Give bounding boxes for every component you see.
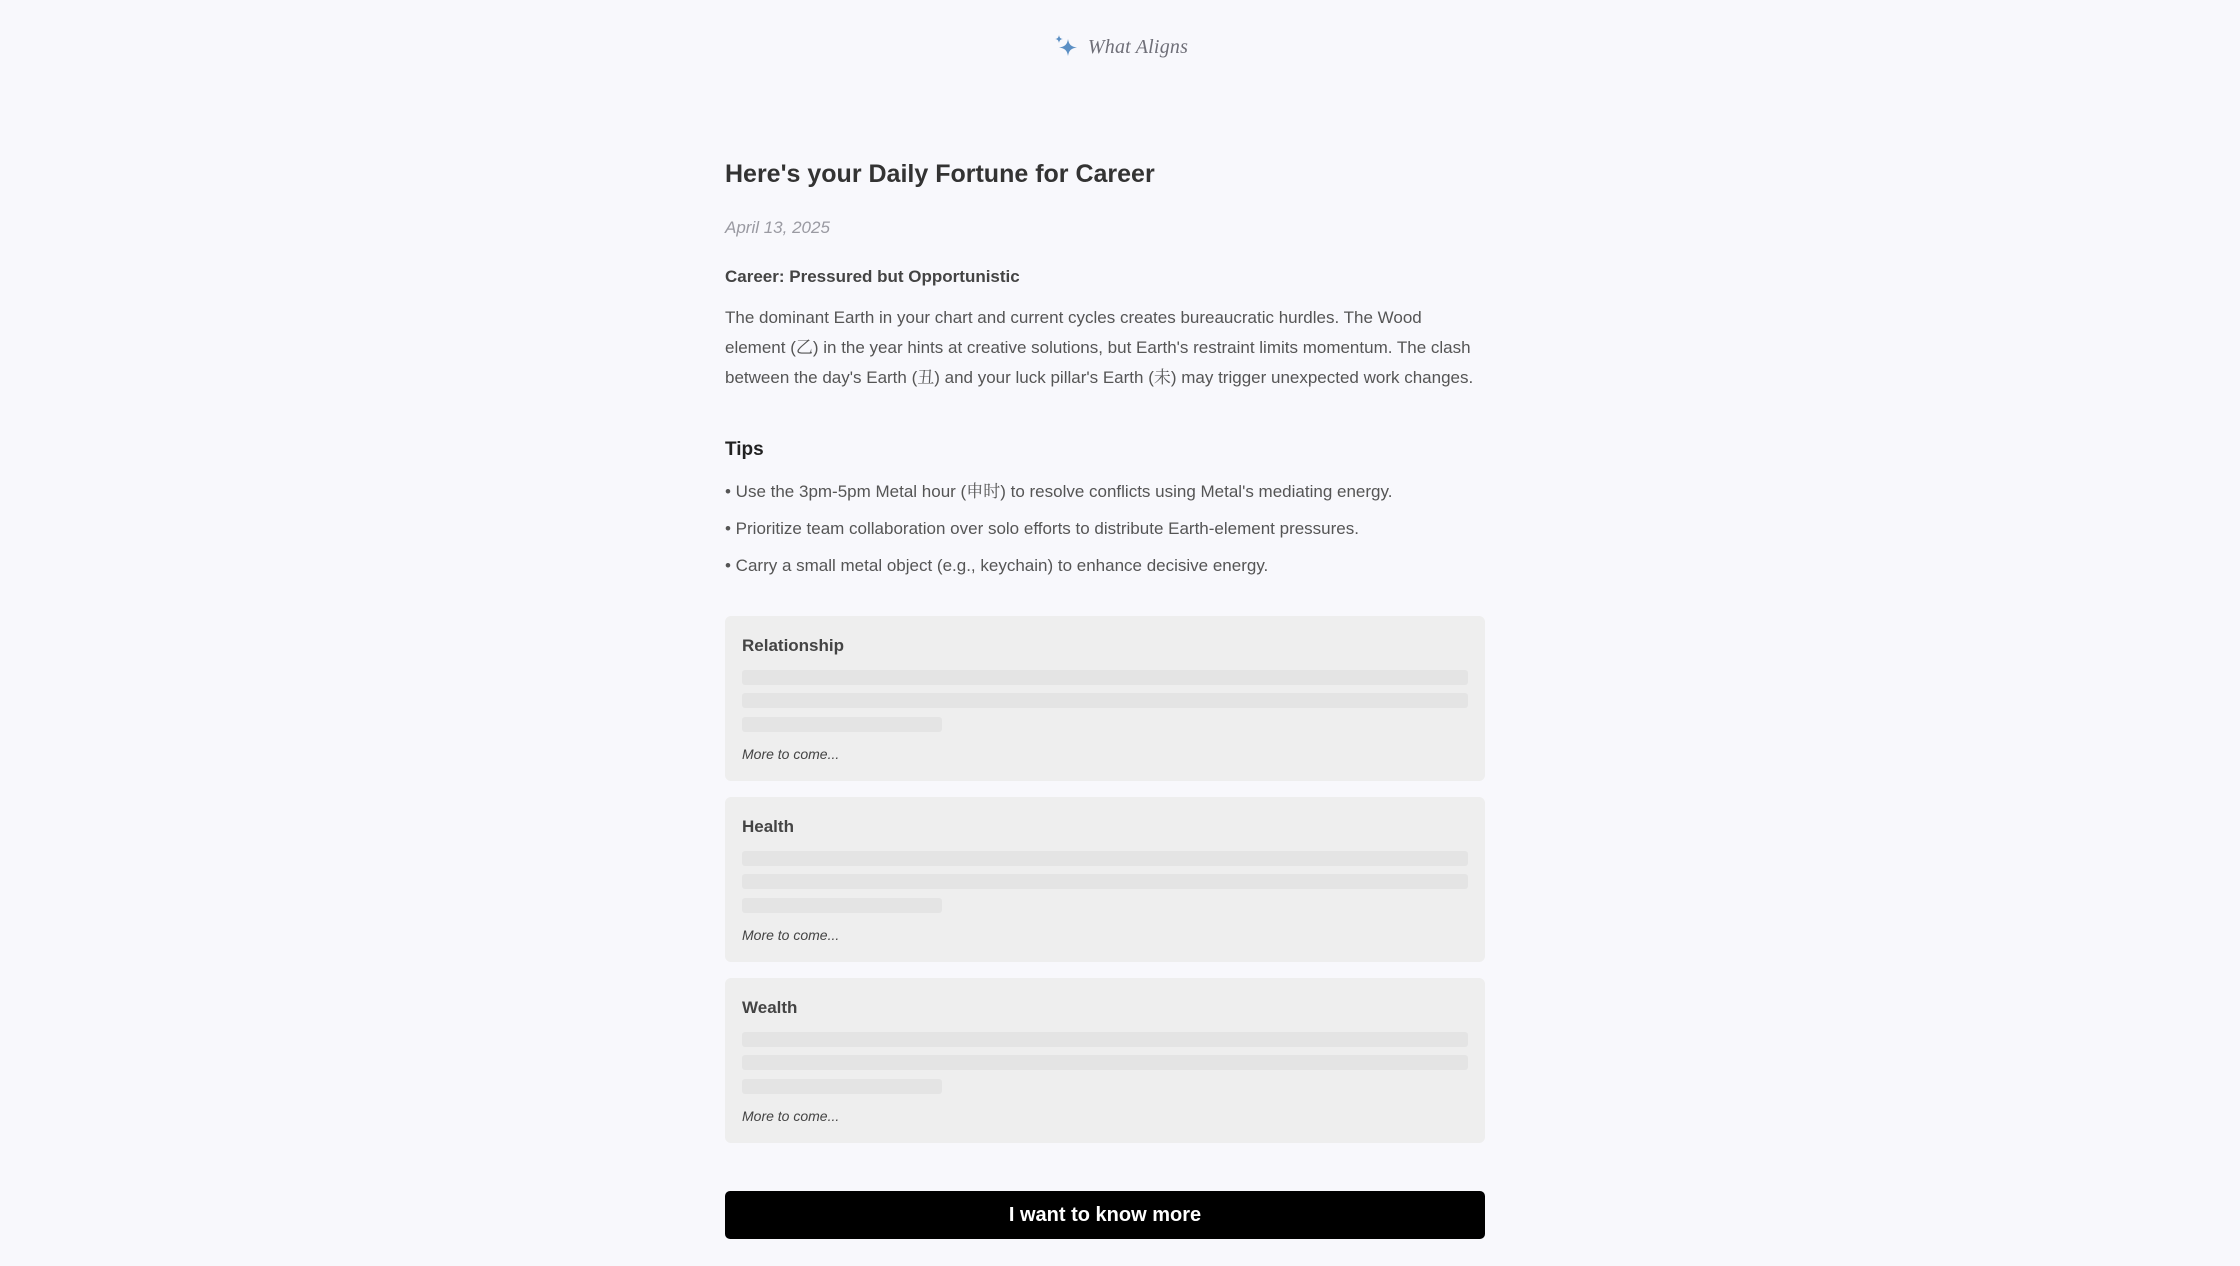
tip-item: • Use the 3pm-5pm Metal hour (申时) to resolve conflicts using Metal's mediating energy. — [725, 482, 1393, 501]
health-card — [725, 797, 1485, 962]
page-title: Here's your Daily Fortune for Career — [725, 160, 1155, 188]
fortune-date: April 13, 2025 — [725, 218, 830, 237]
skeleton-line — [742, 670, 1468, 685]
card-more-text: More to come... — [742, 746, 840, 762]
card-more-text: More to come... — [742, 927, 840, 943]
card-more-text: More to come... — [742, 1108, 840, 1124]
tip-item: • Prioritize team collaboration over solo efforts to distribute Earth-element pressures. — [725, 519, 1359, 538]
skeleton-line — [742, 851, 1468, 866]
skeleton-line — [742, 898, 942, 913]
relationship-card — [725, 616, 1485, 781]
tips-list — [725, 473, 1485, 584]
career-description: The dominant Earth in your chart and current cycles creates bureaucratic hurdles. The Wood element (乙) in the year hints at creative solutions, but Earth's restraint limits momentum. The clash between the day's Earth (丑) and your luck pillar's Earth (未) may trigger unexpected work changes. — [725, 308, 1474, 387]
career-heading: Career: Pressured but Opportunistic — [725, 267, 1020, 286]
skeleton-line — [742, 1055, 1468, 1070]
sparkle-icon — [1052, 32, 1080, 62]
know-more-button[interactable]: I want to know more — [725, 1191, 1485, 1239]
card-title: Wealth — [742, 998, 798, 1017]
brand-header — [0, 32, 2240, 62]
skeleton-line — [742, 717, 942, 732]
tips-heading: Tips — [725, 439, 764, 460]
card-title: Relationship — [742, 636, 845, 655]
skeleton-line — [742, 1079, 942, 1094]
tip-item: • Carry a small metal object (e.g., keychain) to enhance decisive energy. — [725, 556, 1269, 575]
card-title: Health — [742, 817, 794, 836]
wealth-card — [725, 978, 1485, 1143]
brand-name: What Aligns — [1087, 35, 1189, 58]
skeleton-line — [742, 874, 1468, 889]
skeleton-line — [742, 693, 1468, 708]
skeleton-line — [742, 1032, 1468, 1047]
